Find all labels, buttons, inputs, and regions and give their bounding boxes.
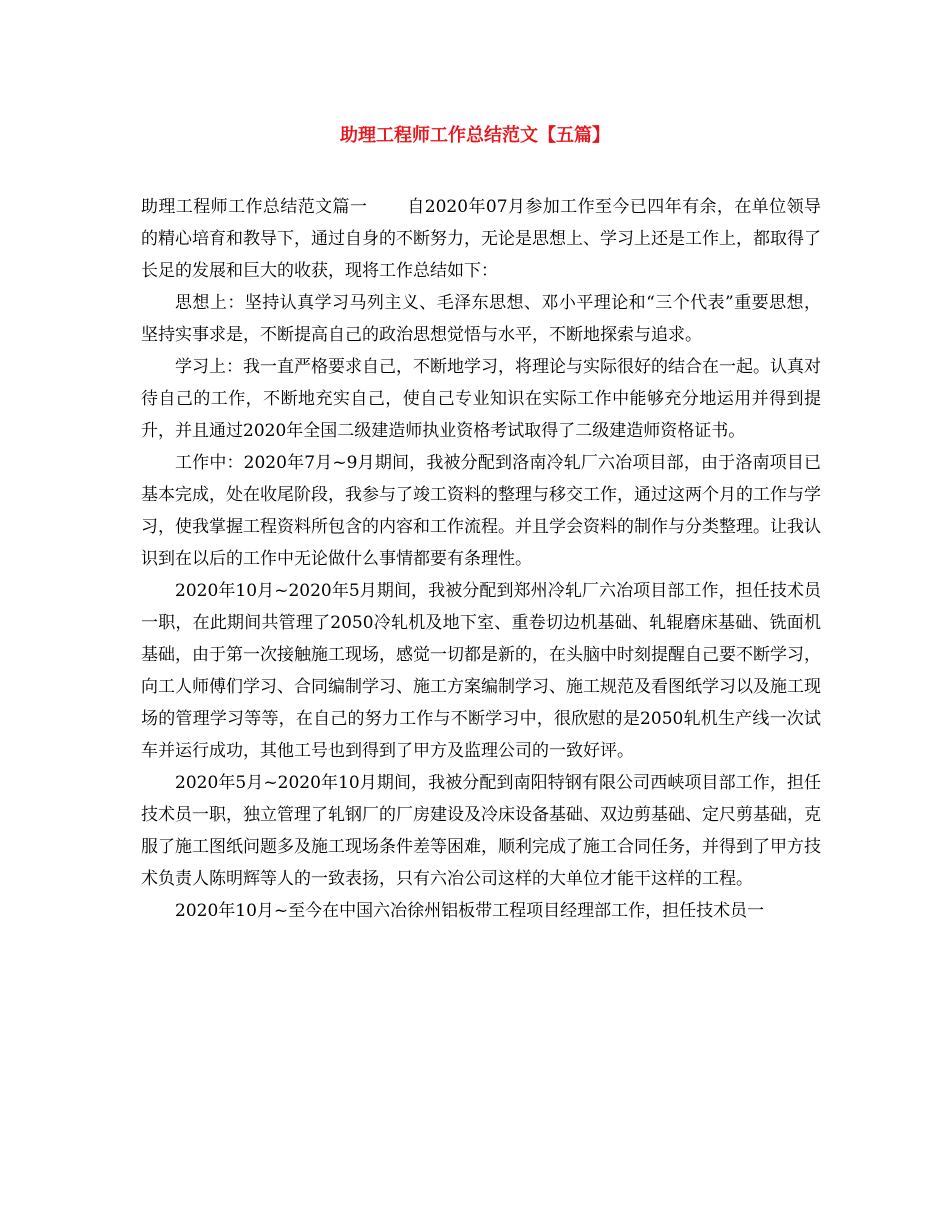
paragraph-4: 工作中：2020年7月~9月期间，我被分配到洛南冷轧厂六冶项目部，由于洛南项目已基本完成，处在收尾阶段，我参与了竣工资料的整理与移交工作，通过这两个月的工作与学习，使我掌握工程资料所包含的内容和工作流程。并且学会资料的制作与分类整理。让我认识到在以后的工作中无论做什么事情都要有条理性。 [141, 453, 821, 569]
paragraph-6: 2020年5月~2020年10月期间，我被分配到南阳特钢有限公司西峡项目部工作，担任技术员一职，独立管理了轧钢厂的厂房建设及冷床设备基础、双边剪基础、定尺剪基础，克服了施工图纸问题多及施工现场条件差等困难，顺利完成了施工合同任务，并得到了甲方技术负责人陈明辉等人的一致表扬，只有六冶公司这样的大单位才能干这样的工程。 [141, 773, 821, 889]
paragraph-1 [141, 191, 821, 287]
paragraph-5: 2020年10月~2020年5月期间，我被分配到郑州冷轧厂六冶项目部工作，担任技术员一职，在此期间共管理了2050冷轧机及地下室、重卷切边机基础、轧辊磨床基础、铣面机基础，由于第一次接触施工现场，感觉一切都是新的，在头脑中时刻提醒自己要不断学习，向工人师傅们学习、合同编制学习、施工方案编制学习、施工规范及看图纸学习以及施工现场的管理学习等等，在自己的努力工作与不断学习中，很欣慰的是2050轧机生产线一次试车并运行成功，其他工号也到得到了甲方及监理公司的一致好评。 [141, 581, 821, 761]
paragraph-7: 2020年10月~至今在中国六冶徐州铝板带工程项目经理部工作，担任技术员一 [175, 901, 765, 921]
paragraph-2: 思想上：坚持认真学习马列主义、毛泽东思想、邓小平理论和“三个代表”重要思想，坚持实事求是，不断提高自己的政治思想觉悟与水平，不断地探索与追求。 [141, 293, 821, 345]
section-heading: 助理工程师工作总结范文篇一 [141, 197, 368, 217]
paragraph-3: 学习上：我一直严格要求自己，不断地学习，将理论与实际很好的结合在一起。认真对待自己的工作，不断地充实自己，使自己专业知识在实际工作中能够充分地运用并得到提升，并且通过2020年全国二级建造师执业资格考试取得了二级建造师资格证书。 [141, 357, 821, 441]
document-title: 助理工程师工作总结范文【五篇】 [340, 125, 610, 146]
document-body [141, 191, 821, 927]
paragraph-1-text: 自2020年07月参加工作至今已四年有余，在单位领导的精心培育和教导下，通过自身的不断努力，无论是思想上、学习上还是工作上，都取得了长足的发展和巨大的收获，现将工作总结如下： [141, 197, 821, 281]
